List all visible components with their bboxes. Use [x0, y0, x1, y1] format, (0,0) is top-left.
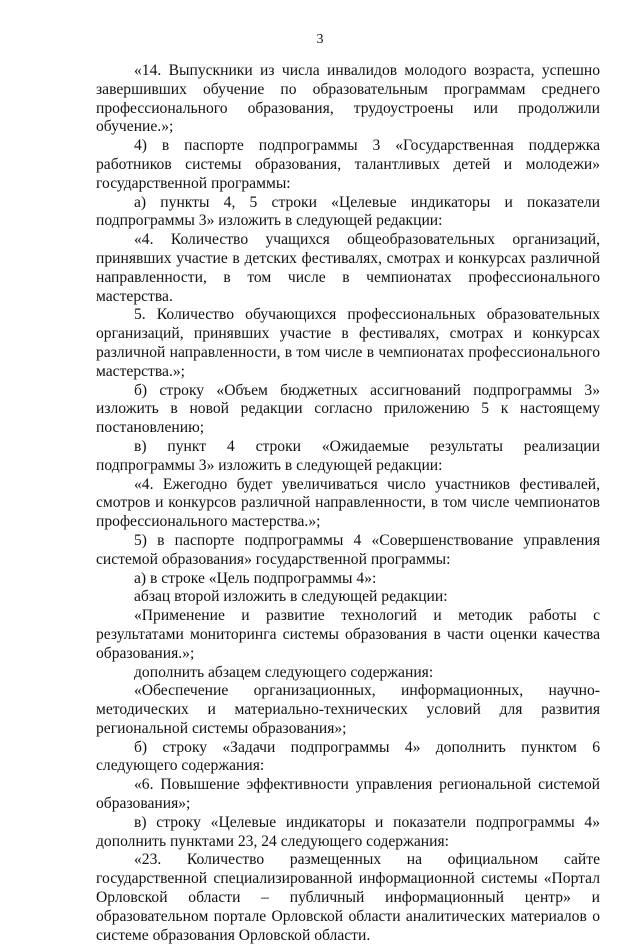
paragraph-provision-conditions: «Обеспечение организационных, информационных, научно-методических и материально-технических условий для развития региональной системы образования»; [96, 682, 600, 737]
paragraph-add-abstract: дополнить абзацем следующего содержания: [134, 663, 434, 681]
paragraph-subprogram-3-passport: 4) в паспорте подпрограммы 3 «Государственная поддержка работников системы образования, талантливых детей и молодежи» государственной программы: [96, 137, 600, 192]
paragraph-item-4-students: «4. Количество учащихся общеобразовательных организаций, принявших участие в детских фестивалях, смотрах и конкурсах различной направленности, в том числе в чемпионатах профессионального мастерства. [96, 231, 600, 305]
paragraph-item-23-materials: «23. Количество размещенных на официальном сайте государственной специализированной информационной системы «Портал Орловской области – публичный информационный центр» и образовательном портале Орловской области аналитических материалов о системе образования Орловской области. [96, 851, 600, 944]
paragraph-second-abstract: абзац второй изложить в следующей редакции: [134, 588, 448, 606]
paragraph-graduates-disabled: «14. Выпускники из числа инвалидов молодого возраста, успешно завершивших обучение по образовательным программам среднего профессионального образования, трудоустроены или продолжили обучение.»; [96, 62, 600, 136]
paragraph-items-4-5: а) пункты 4, 5 строки «Целевые индикаторы и показатели подпрограммы 3» изложить в следующей редакции: [96, 193, 600, 230]
page-number: 3 [316, 32, 324, 47]
paragraph-subprogram-4-passport: 5) в паспорте подпрограммы 4 «Совершенствование управления системой образования» государственной программы: [96, 531, 600, 568]
paragraph-budget-row: б) строку «Объем бюджетных ассигнований подпрограммы 3» изложить в новой редакции согласно приложению 5 к настоящему постановлению; [96, 381, 600, 437]
document-body [96, 62, 600, 945]
paragraph-indicators-row: в) строку «Целевые индикаторы и показатели подпрограммы 4» дополнить пунктами 23, 24 следующего содержания: [96, 813, 600, 850]
paragraph-tasks-row: б) строку «Задачи подпрограммы 4» дополнить пунктом 6 следующего содержания: [96, 738, 600, 775]
paragraph-item-5-students: 5. Количество обучающихся профессиональных образовательных организаций, принявших участие в фестивалях, смотрах и конкурсах различной направленности, в том числе в чемпионатах профессионального мастерства.»; [96, 306, 600, 380]
paragraph-item-6-efficiency: «6. Повышение эффективности управления региональной системой образования»; [96, 776, 600, 813]
paragraph-goal-row: а) в строке «Цель подпрограммы 4»: [134, 569, 377, 587]
paragraph-festival-participants: «4. Ежегодно будет увеличиваться число участников фестивалей, смотров и конкурсов различной направленности, в том числе чемпионатов профессионального мастерства.»; [96, 475, 600, 531]
paragraph-technologies: «Применение и развитие технологий и методик работы с результатами мониторинга системы образования в части оценки качества образования.»; [96, 607, 600, 662]
paragraph-expected-results: в) пункт 4 строки «Ожидаемые результаты реализации подпрограммы 3» изложить в следующей редакции: [96, 437, 600, 474]
